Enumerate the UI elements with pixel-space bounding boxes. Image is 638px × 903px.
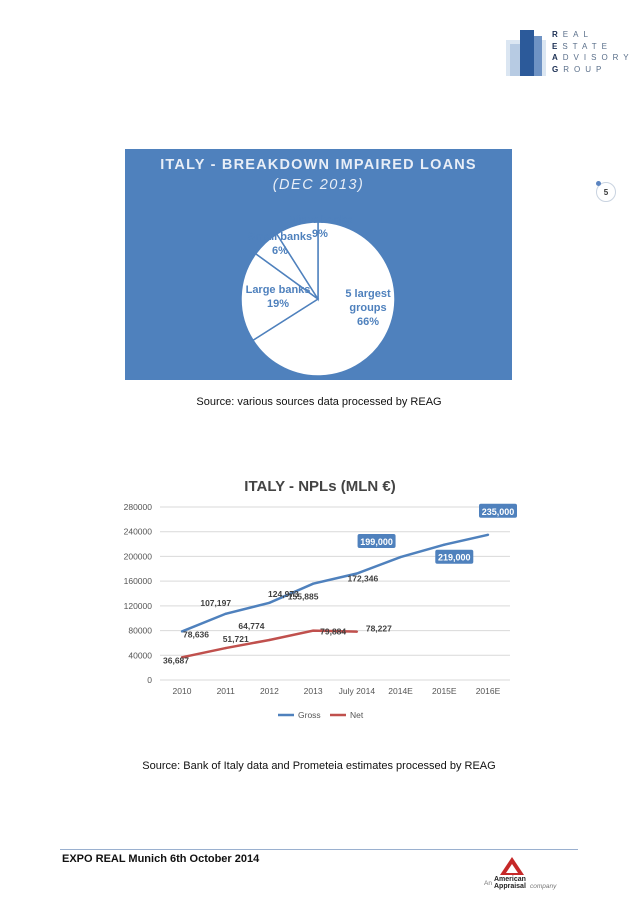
series-point-gross — [443, 543, 445, 545]
x-tick-label: 2015E — [431, 686, 457, 696]
series-point-net — [312, 629, 314, 631]
logo-line-4: GROUP — [552, 64, 607, 74]
logo-line-1: REAL — [552, 30, 593, 39]
pie-label-minor-banks: Minor banks 9% — [287, 214, 353, 240]
y-tick-label: 280000 — [123, 502, 152, 512]
pie-chart-subtitle: (DEC 2013) — [272, 177, 365, 193]
data-label-gross: 124,973 — [268, 588, 299, 599]
data-label-gross: 219,000 — [438, 552, 471, 563]
data-label-gross: 107,197 — [200, 597, 232, 608]
pie-label-5-largest-groups: 5 largest groups 66% — [345, 288, 391, 328]
data-label-gross: 155,885 — [287, 591, 319, 602]
series-point-gross — [399, 556, 401, 558]
data-label-net: 64,774 — [238, 620, 265, 631]
y-tick-label: 0 — [147, 675, 152, 685]
reag-logo-mark — [506, 30, 546, 76]
page-badge-dot — [596, 181, 601, 186]
pie-label-small-banks: Small banks 6% — [247, 231, 313, 257]
data-label-net: 78,227 — [365, 623, 392, 634]
line-chart — [100, 470, 540, 725]
legend-label-gross: Gross — [298, 710, 321, 720]
series-point-gross — [268, 602, 270, 604]
series-point-gross — [225, 613, 227, 615]
legend-label-net: Net — [350, 710, 364, 720]
x-tick-label: 2010 — [172, 686, 192, 696]
y-tick-label: 120000 — [123, 600, 152, 611]
y-tick-label: 40000 — [128, 650, 152, 661]
svg-text:Appraisal: Appraisal — [494, 883, 526, 890]
series-point-net — [225, 647, 227, 649]
y-tick-label: 80000 — [128, 625, 152, 636]
y-tick-label: 160000 — [123, 576, 152, 587]
line-chart-source: Source: Bank of Italy data and Prometeia estimates processed by REAG — [142, 760, 496, 772]
page-number: 5 — [603, 187, 609, 197]
x-tick-label: 2012 — [259, 686, 279, 696]
svg-text:An: An — [484, 880, 492, 887]
x-tick-label: 2013 — [303, 686, 323, 696]
x-tick-label: July 2014 — [338, 686, 376, 696]
series-point-gross — [487, 534, 489, 536]
data-label-net: 51,721 — [222, 634, 249, 645]
pie-chart-source: Source: various sources data processed by REAG — [196, 396, 442, 408]
svg-text:American: American — [494, 876, 526, 883]
data-label-gross: 235,000 — [481, 506, 515, 517]
series-point-net — [356, 630, 358, 632]
data-label-gross: 199,000 — [360, 537, 393, 548]
x-tick-label: 2011 — [216, 686, 235, 696]
x-tick-label: 2016E — [475, 686, 501, 696]
footer-rule — [60, 849, 578, 850]
line-chart-title: ITALY - NPLs (MLN €) — [244, 478, 396, 495]
y-tick-label: 200000 — [123, 551, 152, 562]
pie-chart-title: ITALY - BREAKDOWN IMPAIRED LOANS — [160, 157, 477, 173]
logo-line-2: ESTATE — [552, 41, 612, 51]
data-label-net: 79,884 — [320, 626, 347, 637]
american-appraisal-logo — [482, 855, 562, 891]
pie-chart — [125, 149, 512, 380]
footer-text: EXPO REAL Munich 6th October 2014 — [62, 853, 260, 865]
series-point-gross — [312, 582, 314, 584]
data-label-net: 36,687 — [163, 655, 189, 666]
pie-label-large-banks: Large banks 19% — [245, 284, 311, 310]
data-label-gross: 172,346 — [347, 573, 379, 584]
series-point-net — [268, 639, 270, 641]
x-tick-label: 2014E — [388, 686, 413, 696]
data-label-gross: 78,636 — [183, 629, 209, 640]
reag-logo-text — [552, 29, 634, 75]
svg-text:company: company — [530, 883, 557, 890]
series-line-gross — [182, 535, 488, 632]
y-tick-label: 240000 — [123, 526, 152, 537]
logo-line-3: ADVISORY — [552, 53, 634, 63]
